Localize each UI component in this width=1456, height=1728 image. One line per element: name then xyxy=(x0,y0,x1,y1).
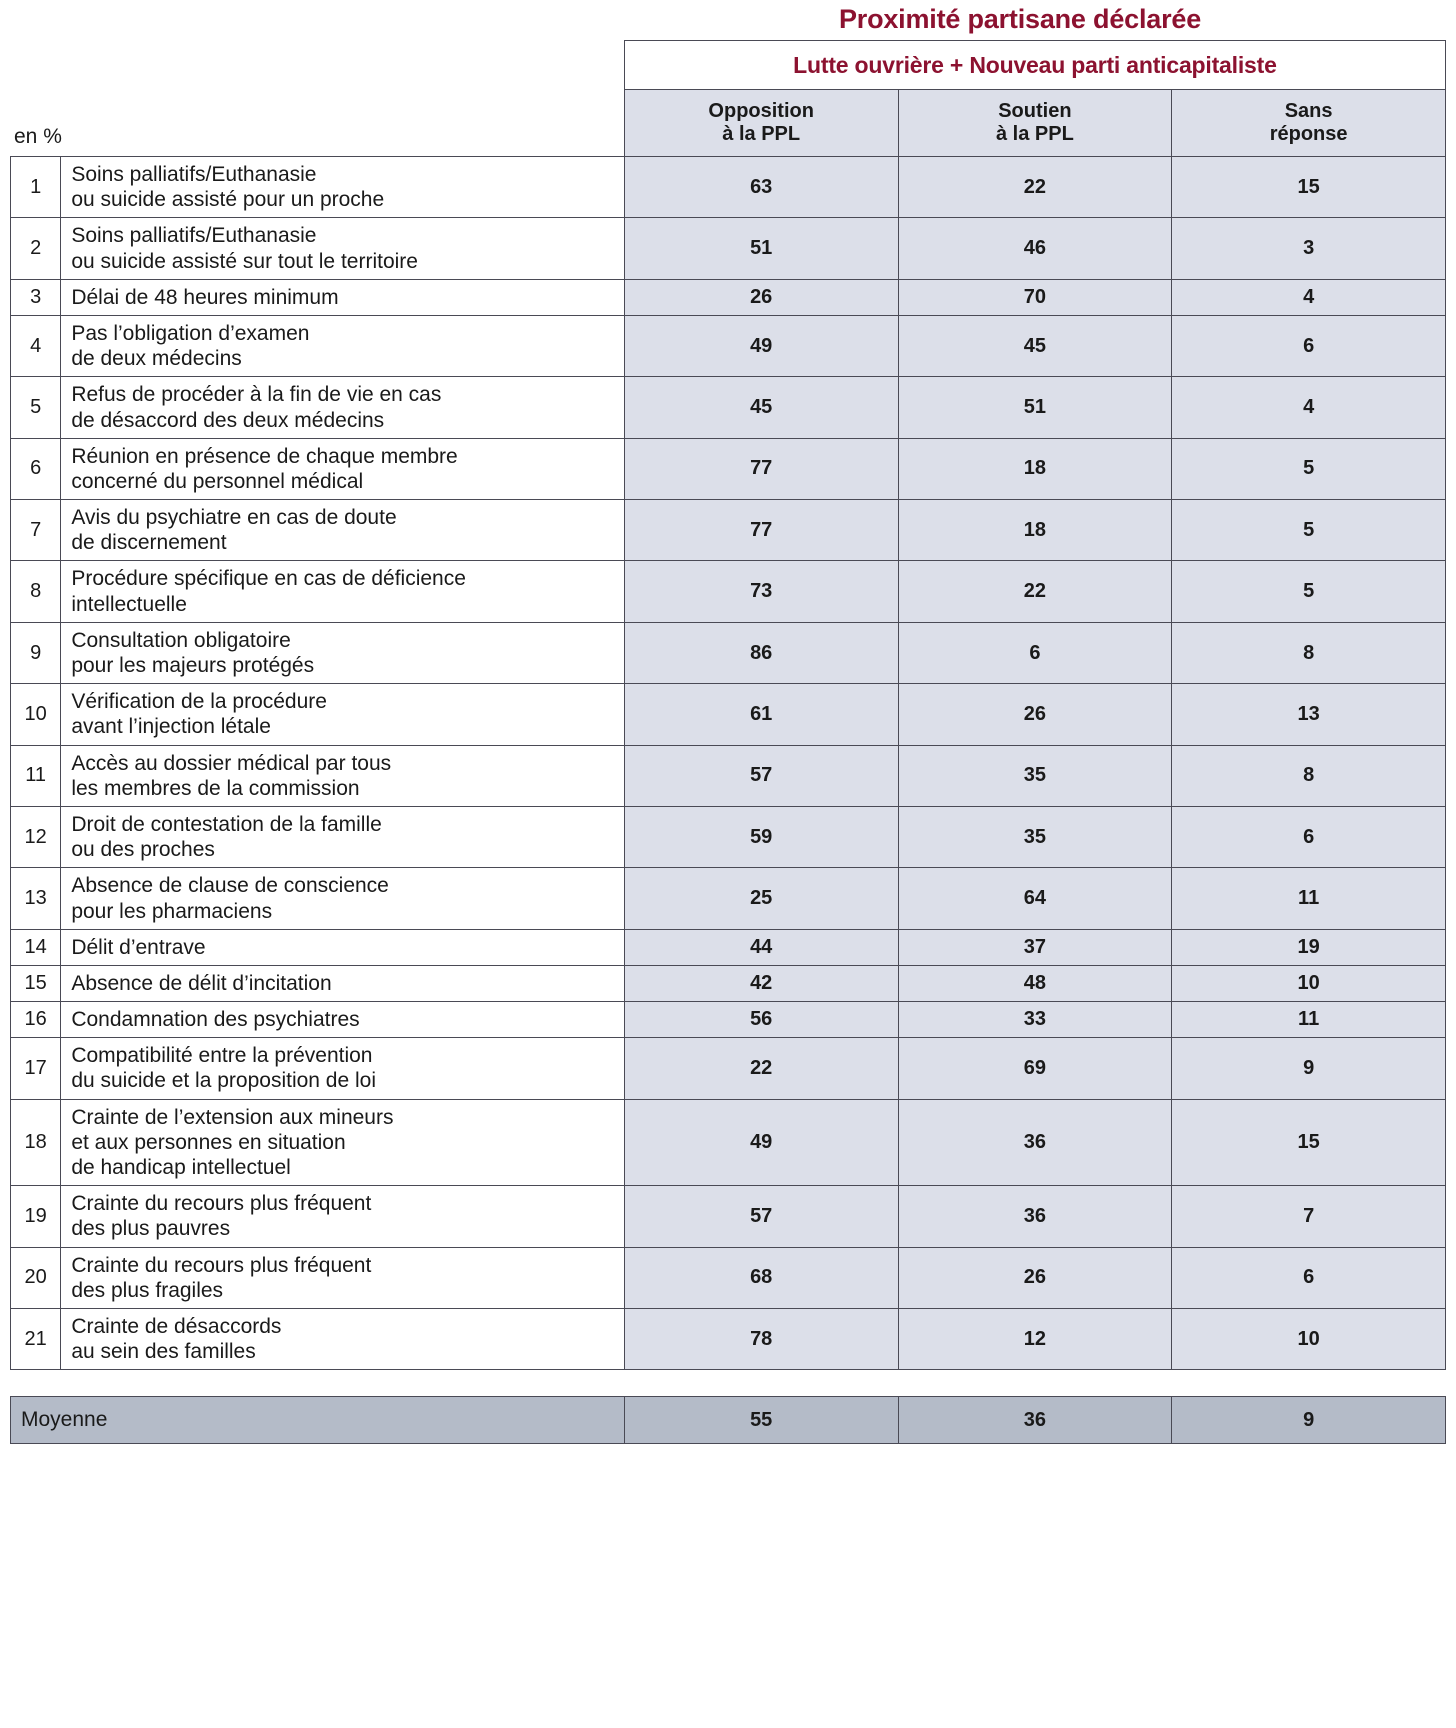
row-label-line: pour les majeurs protégés xyxy=(71,654,315,677)
table-row xyxy=(11,622,1446,683)
row-label xyxy=(61,157,625,218)
row-label xyxy=(61,1308,625,1369)
row-value-soutien: 33 xyxy=(898,1002,1172,1038)
row-value-sans-reponse: 19 xyxy=(1172,929,1446,965)
row-label-line: et aux personnes en situation xyxy=(71,1130,346,1154)
row-value-opposition: 57 xyxy=(624,1186,898,1247)
row-number: 13 xyxy=(11,868,61,929)
row-label-line: Vérification de la procédure xyxy=(71,690,327,714)
table-row xyxy=(11,561,1446,622)
row-label-line: Absence de clause de conscience xyxy=(71,874,389,898)
row-value-sans-reponse: 10 xyxy=(1172,1308,1446,1369)
row-value-soutien: 45 xyxy=(898,315,1172,376)
row-value-soutien: 35 xyxy=(898,806,1172,867)
row-value-sans-reponse: 5 xyxy=(1172,561,1446,622)
row-label-line: Soins palliatifs/Euthanasie xyxy=(71,224,317,248)
row-number: 10 xyxy=(11,684,61,745)
row-value-sans-reponse: 8 xyxy=(1172,622,1446,683)
row-label-line: ou des proches xyxy=(71,838,215,862)
row-label-line: de handicap intellectuel xyxy=(71,1156,291,1179)
row-label-line: Accès au dossier médical par tous xyxy=(71,751,392,775)
row-value-soutien: 18 xyxy=(898,438,1172,499)
row-value-sans-reponse: 10 xyxy=(1172,965,1446,1001)
column-header-opposition-line2: à la PPL xyxy=(722,123,801,145)
column-header-soutien xyxy=(898,90,1172,157)
row-label xyxy=(61,1186,625,1247)
row-value-sans-reponse: 5 xyxy=(1172,438,1446,499)
row-label-line: des plus fragiles xyxy=(71,1278,224,1302)
row-value-sans-reponse: 9 xyxy=(1172,1038,1446,1099)
row-value-opposition: 51 xyxy=(624,218,898,279)
results-table xyxy=(10,40,1446,1444)
row-number: 12 xyxy=(11,806,61,867)
row-value-sans-reponse: 15 xyxy=(1172,1099,1446,1186)
unit-label: en % xyxy=(14,125,62,148)
row-label xyxy=(61,684,625,745)
row-value-sans-reponse: 3 xyxy=(1172,218,1446,279)
row-value-opposition: 61 xyxy=(624,684,898,745)
row-value-sans-reponse: 11 xyxy=(1172,1002,1446,1038)
corner-spacer-4 xyxy=(61,90,625,157)
table-row xyxy=(11,438,1446,499)
table-row xyxy=(11,1038,1446,1099)
table-row xyxy=(11,218,1446,279)
table-row xyxy=(11,1247,1446,1308)
footer-spacer xyxy=(11,1370,1446,1397)
row-label-line: de deux médecins xyxy=(71,347,242,371)
average-row xyxy=(11,1397,1446,1444)
table-row xyxy=(11,745,1446,806)
table-row xyxy=(11,929,1446,965)
row-label xyxy=(61,806,625,867)
row-label-line: Droit de contestation de la famille xyxy=(71,812,382,836)
row-label-line: avant l’injection létale xyxy=(71,715,271,739)
table-header-group-row xyxy=(11,41,1446,90)
row-number: 9 xyxy=(11,622,61,683)
row-label xyxy=(61,279,625,315)
row-label-line: Crainte de désaccords xyxy=(71,1314,282,1338)
row-value-opposition: 77 xyxy=(624,500,898,561)
row-value-soutien: 22 xyxy=(898,157,1172,218)
row-label xyxy=(61,1038,625,1099)
row-label-line: concerné du personnel médical xyxy=(71,469,364,493)
column-header-soutien-line2: à la PPL xyxy=(995,123,1074,145)
row-value-soutien: 46 xyxy=(898,218,1172,279)
row-value-soutien: 18 xyxy=(898,500,1172,561)
row-value-soutien: 36 xyxy=(898,1099,1172,1186)
column-header-opposition-line1: Opposition xyxy=(708,99,814,122)
table-row xyxy=(11,279,1446,315)
row-value-sans-reponse: 15 xyxy=(1172,157,1446,218)
row-label-line: du suicide et la proposition de loi xyxy=(71,1069,377,1093)
row-number: 14 xyxy=(11,929,61,965)
row-number: 2 xyxy=(11,218,61,279)
row-number: 16 xyxy=(11,1002,61,1038)
corner-spacer xyxy=(11,41,61,90)
table-row xyxy=(11,157,1446,218)
row-label xyxy=(61,1002,625,1038)
row-value-sans-reponse: 6 xyxy=(1172,806,1446,867)
row-label xyxy=(61,745,625,806)
row-label-line: Compatibilité entre la prévention xyxy=(71,1044,373,1068)
row-value-opposition: 57 xyxy=(624,745,898,806)
average-value-sans-reponse: 9 xyxy=(1172,1397,1446,1444)
table-row xyxy=(11,1099,1446,1186)
row-number: 11 xyxy=(11,745,61,806)
row-value-sans-reponse: 4 xyxy=(1172,377,1446,438)
row-value-opposition: 49 xyxy=(624,1099,898,1186)
row-value-opposition: 77 xyxy=(624,438,898,499)
row-value-soutien: 51 xyxy=(898,377,1172,438)
table-row xyxy=(11,806,1446,867)
group-header: Lutte ouvrière + Nouveau parti anticapitaliste xyxy=(624,41,1445,90)
row-value-soutien: 69 xyxy=(898,1038,1172,1099)
corner-spacer-3 xyxy=(11,90,61,157)
row-label xyxy=(61,500,625,561)
table-row xyxy=(11,500,1446,561)
row-value-sans-reponse: 6 xyxy=(1172,315,1446,376)
row-label-line: Crainte du recours plus fréquent xyxy=(71,1253,372,1277)
row-value-opposition: 45 xyxy=(624,377,898,438)
table-header-columns-row xyxy=(11,90,1446,157)
row-value-opposition: 25 xyxy=(624,868,898,929)
table-row xyxy=(11,868,1446,929)
row-label-line: Soins palliatifs/Euthanasie xyxy=(71,163,317,186)
row-value-soutien: 48 xyxy=(898,965,1172,1001)
row-value-opposition: 59 xyxy=(624,806,898,867)
row-value-opposition: 49 xyxy=(624,315,898,376)
row-value-sans-reponse: 8 xyxy=(1172,745,1446,806)
row-number: 19 xyxy=(11,1186,61,1247)
row-label xyxy=(61,868,625,929)
row-number: 4 xyxy=(11,315,61,376)
row-value-opposition: 78 xyxy=(624,1308,898,1369)
row-value-opposition: 68 xyxy=(624,1247,898,1308)
row-label-line: ou suicide assisté pour un proche xyxy=(71,188,385,212)
row-value-sans-reponse: 13 xyxy=(1172,684,1446,745)
row-number: 5 xyxy=(11,377,61,438)
row-label-line: Crainte de l’extension aux mineurs xyxy=(71,1105,394,1129)
row-number: 21 xyxy=(11,1308,61,1369)
row-value-soutien: 70 xyxy=(898,279,1172,315)
row-label xyxy=(61,438,625,499)
row-label-line: les membres de la commission xyxy=(71,776,360,800)
row-value-sans-reponse: 11 xyxy=(1172,868,1446,929)
row-value-soutien: 22 xyxy=(898,561,1172,622)
row-value-soutien: 37 xyxy=(898,929,1172,965)
row-label-line: Refus de procéder à la fin de vie en cas xyxy=(71,383,442,407)
row-value-opposition: 22 xyxy=(624,1038,898,1099)
average-label: Moyenne xyxy=(11,1397,625,1444)
row-value-sans-reponse: 6 xyxy=(1172,1247,1446,1308)
row-label xyxy=(61,561,625,622)
row-value-soutien: 12 xyxy=(898,1308,1172,1369)
row-value-opposition: 63 xyxy=(624,157,898,218)
average-value-opposition: 55 xyxy=(624,1397,898,1444)
row-value-opposition: 73 xyxy=(624,561,898,622)
row-number: 15 xyxy=(11,965,61,1001)
row-label xyxy=(61,218,625,279)
row-label xyxy=(61,929,625,965)
row-value-opposition: 44 xyxy=(624,929,898,965)
row-value-sans-reponse: 7 xyxy=(1172,1186,1446,1247)
row-label-line: Avis du psychiatre en cas de doute xyxy=(71,506,397,530)
row-number: 17 xyxy=(11,1038,61,1099)
table-row xyxy=(11,684,1446,745)
title-block xyxy=(620,4,1420,35)
row-label-line: Réunion en présence de chaque membre xyxy=(71,444,458,468)
row-label-line: intellectuelle xyxy=(71,592,187,616)
row-number: 20 xyxy=(11,1247,61,1308)
row-value-sans-reponse: 5 xyxy=(1172,500,1446,561)
row-number: 18 xyxy=(11,1099,61,1186)
row-number: 1 xyxy=(11,157,61,218)
column-header-soutien-line1: Soutien xyxy=(998,99,1072,122)
row-label-line: Crainte du recours plus fréquent xyxy=(71,1192,372,1216)
row-value-soutien: 35 xyxy=(898,745,1172,806)
row-label xyxy=(61,315,625,376)
row-value-opposition: 26 xyxy=(624,279,898,315)
row-value-opposition: 56 xyxy=(624,1002,898,1038)
table-row xyxy=(11,1308,1446,1369)
row-label-line: Procédure spécifique en cas de déficience xyxy=(71,567,466,591)
row-label-line: Absence de délit d’incitation xyxy=(71,971,332,995)
row-label xyxy=(61,1099,625,1186)
table-row xyxy=(11,1002,1446,1038)
row-label-line: Délai de 48 heures minimum xyxy=(71,285,339,309)
average-value-soutien: 36 xyxy=(898,1397,1172,1444)
row-label-line: des plus pauvres xyxy=(71,1217,231,1241)
table-row xyxy=(11,965,1446,1001)
row-label-line: ou suicide assisté sur tout le territoire xyxy=(71,249,418,273)
row-value-opposition: 86 xyxy=(624,622,898,683)
row-label-line: de désaccord des deux médecins xyxy=(71,408,385,432)
row-number: 6 xyxy=(11,438,61,499)
row-label-line: Condamnation des psychiatres xyxy=(71,1008,360,1032)
column-header-sans-reponse-line1: Sans xyxy=(1284,99,1333,122)
row-number: 7 xyxy=(11,500,61,561)
corner-spacer-2 xyxy=(61,41,625,90)
table-row xyxy=(11,1186,1446,1247)
row-label xyxy=(61,622,625,683)
row-value-soutien: 26 xyxy=(898,684,1172,745)
column-header-sans-reponse xyxy=(1172,90,1446,157)
row-label-line: Consultation obligatoire xyxy=(71,628,291,652)
table-row xyxy=(11,377,1446,438)
row-value-sans-reponse: 4 xyxy=(1172,279,1446,315)
row-label xyxy=(61,1247,625,1308)
table-row xyxy=(11,315,1446,376)
column-header-opposition xyxy=(624,90,898,157)
row-value-soutien: 64 xyxy=(898,868,1172,929)
column-header-sans-reponse-line2: réponse xyxy=(1269,123,1348,145)
row-label-line: de discernement xyxy=(71,531,227,555)
row-number: 8 xyxy=(11,561,61,622)
row-label-line: pour les pharmaciens xyxy=(71,899,273,923)
row-label xyxy=(61,965,625,1001)
page-title: Proximité partisane déclarée xyxy=(838,4,1202,34)
row-value-opposition: 42 xyxy=(624,965,898,1001)
row-value-soutien: 6 xyxy=(898,622,1172,683)
row-value-soutien: 26 xyxy=(898,1247,1172,1308)
row-label-line: Délit d’entrave xyxy=(71,935,206,959)
row-number: 3 xyxy=(11,279,61,315)
row-label xyxy=(61,377,625,438)
row-label-line: au sein des familles xyxy=(71,1340,256,1364)
row-label-line: Pas l’obligation d’examen xyxy=(71,321,310,345)
row-value-soutien: 36 xyxy=(898,1186,1172,1247)
